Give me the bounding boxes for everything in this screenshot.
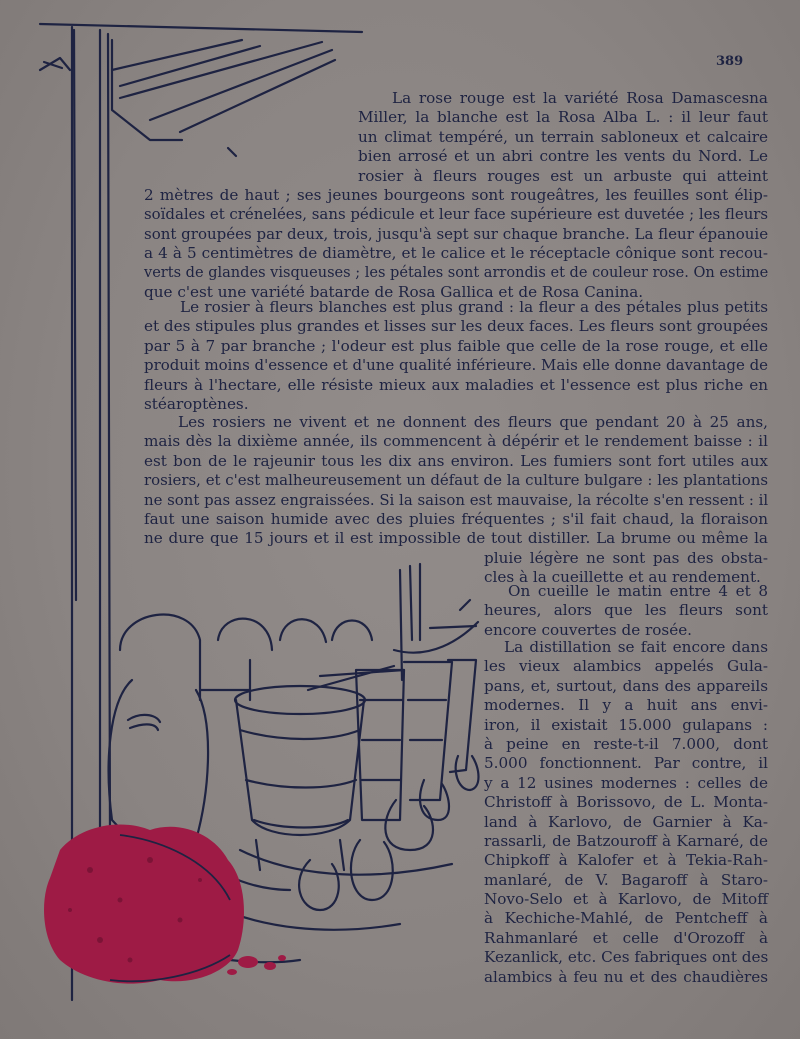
text-line: y a 12 usines modernes : celles de [484, 773, 768, 792]
text-line: bien arrosé et un abri contre les vents du Nord. Le [358, 147, 768, 166]
text-line: Chipkoff à Kalofer et à Tekia-Rah- [484, 851, 768, 870]
flask-4 [351, 840, 393, 900]
paragraph-5-distillation [484, 638, 768, 987]
text-line: mais dès la dixième année, ils commencent à dépérir et le rendement baisse : il [144, 432, 768, 451]
text-line: a 4 à 5 centimètres de diamètre, et le calice et le réceptacle cônique sont recou- [144, 244, 768, 263]
text-line: à Kechiche-Mahlé, de Pentcheff à [484, 909, 768, 928]
text-line: alambics à feu nu et des chaudières [484, 967, 768, 986]
text-line: fleurs à l'hectare, elle résiste mieux aux maladies et l'essence est plus riche en [144, 375, 768, 394]
text-line: land à Karlovo, de Garnier à Ka- [484, 812, 768, 831]
text-line: Le rosier à fleurs blanches est plus grand : la fleur a des pétales plus petits [180, 298, 768, 316]
text-line: que c'est une variété batarde de Rosa Gallica et de Rosa Canina. [144, 282, 644, 301]
rafter-3 [150, 50, 332, 120]
text-line: Rahmanlaré et celle d'Orozoff à [484, 928, 768, 947]
paragraph-4-harvest [484, 582, 768, 640]
text-line: verts de glandes visqueuses ; les pétales sont arrondis et de couleur rose. On estime [144, 264, 769, 281]
text-line: rassarli, de Batzouroff à Karnaré, de [484, 831, 768, 850]
column-still-2 [404, 662, 452, 800]
rafter-2 [120, 42, 322, 98]
rose-petal-pile [44, 824, 244, 983]
text-line: 2 mètres de haut ; ses jeunes bourgeons sont rougeâtres, les feuilles sont élip- [144, 186, 768, 204]
text-line: modernes. Il y a huit ans envi- [484, 696, 768, 715]
paragraph-3-cultivation [144, 413, 768, 549]
text-line: stéaroptènes. [144, 394, 249, 413]
text-line: Miller, la blanche est la Rosa Alba L. : il leur faut [358, 108, 768, 127]
still-dome-4 [332, 621, 372, 641]
rafter-4 [180, 60, 335, 132]
text-line: Novo-Selo et à Karlovo, de Mitoff [484, 890, 768, 909]
text-line: pans, et, surtout, dans des appareils [484, 676, 768, 695]
still-dome-1 [120, 615, 200, 700]
still-dome-2 [218, 619, 272, 650]
cauldron-top [235, 686, 365, 714]
text-line: rosiers, et c'est malheureusement un défaut de la culture bulgare : les plantations [144, 471, 768, 490]
page-number: 389 [716, 54, 744, 69]
text-line: La rose rouge est la variété Rosa Damascesna [392, 89, 768, 107]
text-line: produit moins d'essence et d'une qualité inférieure. Mais elle donne davantage de [144, 356, 768, 375]
jar-left [109, 680, 208, 850]
text-line: Kezanlick, etc. Ces fabriques ont des [484, 948, 769, 967]
paragraph-2-white-rose [144, 298, 768, 414]
still-dome-3 [280, 619, 326, 642]
text-line: pluie légère ne sont pas des obsta- [484, 549, 768, 567]
text-line: heures, alors que les fleurs sont [484, 601, 768, 620]
paragraph-1-intro [358, 89, 768, 186]
text-line: est bon de le rajeunir tous les dix ans environ. Les fumiers sont fort utiles aux [144, 451, 768, 470]
text-line: ne dure que 15 jours et il est impossible de tout distiller. La brume ou même la [144, 529, 768, 548]
text-line: iron, il existait 15.000 gulapans : [484, 715, 768, 734]
text-line: 5.000 fonctionnent. Par contre, il [484, 754, 768, 773]
text-line: soïdales et crénelées, sans pédicule et leur face supérieure est duvetée ; les fleurs [144, 205, 769, 224]
text-line: ne sont pas assez engraissées. Si la saison est mauvaise, la récolte s'en ressent : il [144, 490, 769, 509]
text-line: manlaré, de V. Bagaroff à Staro- [484, 870, 768, 889]
rafter-1 [112, 40, 242, 70]
flask-5 [299, 860, 339, 910]
text-line: Les rosiers ne vivent et ne donnent des fleurs que pendant 20 à 25 ans, [178, 413, 768, 431]
text-line: rosier à fleurs rouges est un arbuste qui atteint [358, 166, 768, 185]
column-still-1 [356, 670, 404, 820]
text-line: On cueille le matin entre 4 et 8 [508, 582, 768, 600]
text-line: faut une saison humide avec des pluies fréquentes ; s'il fait chaud, la floraison [144, 509, 768, 528]
text-line: sont groupées par deux, trois, jusqu'à sept sur chaque branche. La fleur épanouie [144, 224, 769, 243]
text-line: et des stipules plus grandes et lisses sur les deux faces. Les fleurs sont groupées [144, 317, 769, 336]
text-line: un climat tempéré, un terrain sabloneux et calcaire [358, 127, 768, 146]
text-line: Christoff à Borissovo, de L. Monta- [484, 793, 768, 812]
text-line: cles à la cueillette et au rendement. [484, 568, 761, 587]
text-line: La distillation se fait encore dans [504, 638, 768, 656]
text-line: encore couvertes de rosée. [484, 620, 693, 639]
text-line: à peine en reste-t-il 7.000, dont [484, 734, 768, 753]
cauldron-body [236, 700, 364, 835]
roof-beam [40, 24, 362, 32]
flask-1 [385, 800, 433, 850]
text-line: les vieux alambics appelés Gula- [484, 657, 768, 676]
text-line: par 5 à 7 par branche ; l'odeur est plus faible que celle de la rose rouge, et elle [144, 336, 768, 355]
paragraph-1-continued [144, 186, 768, 302]
